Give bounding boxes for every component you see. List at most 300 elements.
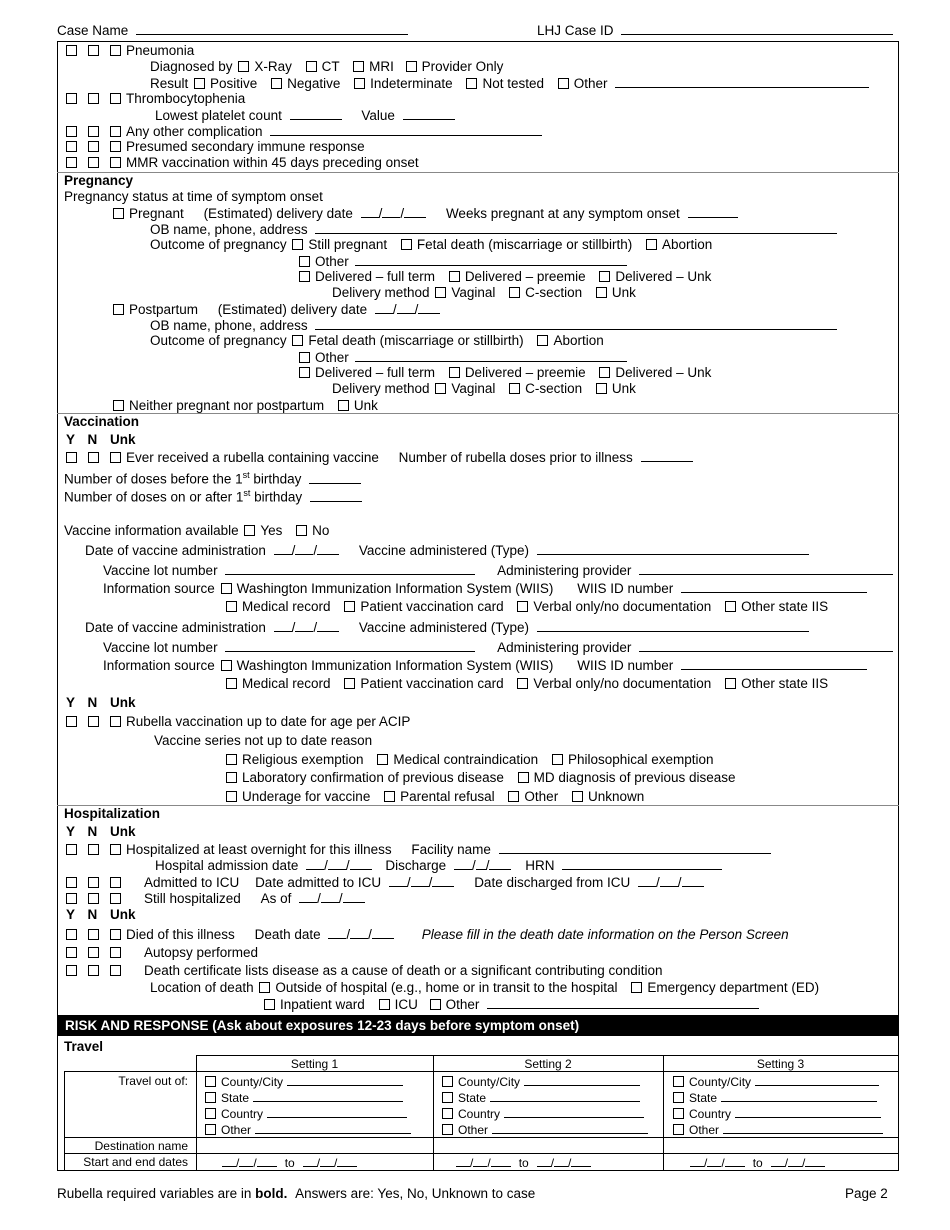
date-disc-icu-label: Date discharged from ICU [474,875,631,890]
s1-country-row [205,1105,407,1122]
vacc-card-label-2: Patient vaccination card [360,676,504,691]
pregnancy-status-label: Pregnancy status at time of symptom onset [64,189,323,204]
hosp-n-header: N [87,824,98,839]
discharge-label: Discharge [385,858,447,873]
s3-dates[interactable]: / / to / / [690,1154,825,1171]
s3-to: to [752,1156,763,1170]
other-comp-y-checkbox[interactable] [66,126,77,137]
date-disc-icu-field[interactable]: / / [638,875,704,890]
ob-field[interactable] [315,221,837,234]
pp-ob-field[interactable] [315,317,837,330]
wiis-id-field-2[interactable] [681,657,867,670]
other-iis-checkbox-2[interactable] [725,678,736,689]
mmr-unk-checkbox[interactable] [110,157,121,168]
philosophical-checkbox[interactable] [552,754,563,765]
pneumonia-n-checkbox[interactable] [88,45,99,56]
postpartum-row [113,301,440,318]
num-doses-field[interactable] [641,449,693,462]
loc-other-field[interactable] [487,996,759,1009]
ed-checkbox[interactable] [631,982,642,993]
s1-county-field[interactable] [287,1073,403,1086]
religious-label: Religious exemption [242,752,364,767]
type-field-1[interactable] [537,542,809,555]
method-unk-checkbox[interactable] [596,287,607,298]
s1-country-field[interactable] [267,1105,407,1118]
medical-record-label-1: Medical record [242,599,331,614]
ed-label: Emergency department (ED) [647,980,820,995]
st-sup: st [242,470,250,480]
s3-country-row [673,1105,881,1122]
s2-to: to [518,1156,529,1170]
any-other-field[interactable] [270,123,542,136]
s1-state-checkbox[interactable] [205,1092,216,1103]
full-term-checkbox[interactable] [299,271,310,282]
s3-other-label: Other [689,1123,720,1137]
outside-checkbox[interactable] [259,982,270,993]
autopsy-n-checkbox[interactable] [88,947,99,958]
philosophical-label: Philosophical exemption [567,752,714,767]
case-name-field[interactable] [136,22,408,35]
frame-right [898,41,899,1171]
preg-unk-label: Unk [353,398,378,413]
presumed-unk-checkbox[interactable] [110,141,121,152]
utd-unk-checkbox[interactable] [110,716,121,727]
outside-label: Outside of hospital (e.g., home or in transit to the hospital [275,980,618,995]
autopsy-y-checkbox[interactable] [66,947,77,958]
result-label: Result [150,76,189,91]
lhj-case-id-row [537,22,893,39]
any-other-label: Any other complication [126,124,263,139]
pregnant-checkbox[interactable] [113,208,124,219]
date-icu-field[interactable]: / / [389,875,455,890]
s1-country-checkbox[interactable] [205,1108,216,1119]
positive-checkbox[interactable] [194,78,205,89]
thrombo-y-checkbox[interactable] [66,93,77,104]
pp-method-unk-label: Unk [611,381,636,396]
s2-other-row [442,1121,648,1138]
travel-out-label: Travel out of: [118,1074,188,1088]
pp-delivered-unk-checkbox[interactable] [599,367,610,378]
wiis-checkbox-1[interactable] [221,583,232,594]
not-tested-checkbox[interactable] [466,78,477,89]
wiis-id-label-1: WIIS ID number [577,581,674,596]
ob-row-2 [150,317,837,334]
certificate-row [66,963,663,979]
md-diagnosis-checkbox[interactable] [518,772,529,783]
csection-checkbox[interactable] [509,287,520,298]
s3-other-row [673,1121,883,1138]
icu-label: Admitted to ICU [144,875,240,890]
s2-dates[interactable]: / / to / / [456,1154,591,1171]
s2-other-field[interactable] [492,1121,648,1134]
autopsy-unk-checkbox[interactable] [110,947,121,958]
info-available-row [64,523,329,539]
s2-state-checkbox[interactable] [442,1092,453,1103]
overnight-n-checkbox[interactable] [88,844,99,855]
s1-state-row [205,1089,403,1106]
wiis-checkbox-2[interactable] [221,660,232,671]
cert-unk-checkbox[interactable] [110,965,121,976]
pneumonia-label: Pneumonia [126,43,195,58]
s1-dates[interactable]: / / to / / [222,1154,357,1171]
pp-abortion-checkbox[interactable] [537,335,548,346]
info-source-row-1 [103,580,867,597]
lhj-case-id-label: LHJ Case ID [537,23,614,38]
delivered-row-1 [299,269,711,285]
table-col-1 [196,1055,197,1170]
preemie-checkbox[interactable] [449,271,460,282]
admission-label: Hospital admission date [155,858,299,873]
ever-received-row [66,449,693,466]
info-available-label: Vaccine information available [64,523,239,538]
result-other-field[interactable] [615,75,869,88]
vaginal-label: Vaginal [451,285,496,300]
s3-county-field[interactable] [755,1073,879,1086]
died-unk-checkbox[interactable] [110,929,121,940]
ct-checkbox[interactable] [306,61,317,72]
provider-field-1[interactable] [639,562,893,575]
utd-n-checkbox[interactable] [88,716,99,727]
loc-other-label: Other [445,997,480,1012]
reason-other-checkbox[interactable] [508,791,519,802]
pp-full-term-checkbox[interactable] [299,367,310,378]
negative-label: Negative [287,76,341,91]
value-field[interactable] [403,107,455,120]
pp-delivered-unk-label: Delivered – Unk [615,365,712,380]
s3-country-field[interactable] [735,1105,881,1118]
loc-other-checkbox[interactable] [430,999,441,1010]
hospitalization-title: Hospitalization [64,806,161,821]
provider-label-1: Administering provider [497,563,632,578]
info-source-label-1: Information source [103,581,215,596]
sources-row-1 [226,599,828,615]
other-iis-checkbox-1[interactable] [725,601,736,612]
md-diagnosis-label: MD diagnosis of previous disease [533,770,736,785]
n-header: N [87,432,98,447]
ever-y-checkbox[interactable] [66,452,77,463]
hosp-unk-header: Unk [110,824,136,839]
reason-unknown-checkbox[interactable] [572,791,583,802]
pp-fetal-death-checkbox[interactable] [292,335,303,346]
pp-vaginal-checkbox[interactable] [435,383,446,394]
postpartum-checkbox[interactable] [113,304,124,315]
icu-loc-label: ICU [394,997,418,1012]
icu-loc-checkbox[interactable] [379,999,390,1010]
death-date-field[interactable]: / / [328,927,394,942]
underage-checkbox[interactable] [226,791,237,802]
any-other-row [66,123,542,140]
thrombo-unk-checkbox[interactable] [110,93,121,104]
s1-county-checkbox[interactable] [205,1076,216,1087]
as-of-field[interactable]: / / [299,891,365,906]
icu-y-checkbox[interactable] [66,877,77,888]
s2-country-checkbox[interactable] [442,1108,453,1119]
lot-field-1[interactable] [225,562,475,575]
s3-other-checkbox[interactable] [673,1124,684,1135]
s2-state-label: State [458,1091,487,1105]
location-label: Location of death [150,980,254,995]
postpartum-label: Postpartum [129,302,199,317]
diagnosed-by-row [150,59,503,75]
fetal-death-checkbox[interactable] [401,239,412,250]
pp-other-field[interactable] [355,349,627,362]
medical-contra-checkbox[interactable] [377,754,388,765]
reasons-row-3 [226,789,644,805]
thrombo-n-checkbox[interactable] [88,93,99,104]
vacc-card-checkbox-1[interactable] [344,601,355,612]
info-yes-checkbox[interactable] [244,525,255,536]
vacc-ynu-header-2 [66,695,136,711]
travel-title: Travel [64,1039,104,1054]
overnight-unk-checkbox[interactable] [110,844,121,855]
icu-row [66,874,704,891]
vaginal-checkbox[interactable] [435,287,446,298]
indeterminate-checkbox[interactable] [354,78,365,89]
outcome-other-label: Other [315,254,349,269]
method-unk-label: Unk [611,285,636,300]
s2-county-row [442,1073,640,1090]
verbal-checkbox-2[interactable] [517,678,528,689]
result-other-label: Other [573,76,608,91]
still-n-checkbox[interactable] [88,893,99,904]
medical-record-checkbox-1[interactable] [226,601,237,612]
s3-county-checkbox[interactable] [673,1076,684,1087]
divider-vaccination [57,413,899,414]
medical-record-checkbox-2[interactable] [226,678,237,689]
pp-other-label: Other [315,350,349,365]
autopsy-row [66,945,258,961]
ever-unk-checkbox[interactable] [110,452,121,463]
pneumonia-unk-checkbox[interactable] [110,45,121,56]
case-name-row [57,22,408,39]
presumed-n-checkbox[interactable] [88,141,99,152]
still-y-checkbox[interactable] [66,893,77,904]
hosp-ynu-header-2 [66,907,136,923]
fetal-death-label: Fetal death (miscarriage or stillbirth) [416,237,633,252]
icu-n-checkbox[interactable] [88,877,99,888]
reasons-row-1 [226,752,714,768]
death-date-label: Death date [254,927,321,942]
mri-label: MRI [369,59,394,74]
doses-after-row [64,485,362,506]
s3-other-field[interactable] [723,1121,883,1134]
unk-header-2: Unk [110,695,136,710]
outcome-other-row-1 [299,253,627,270]
frame-top [57,41,899,42]
ob-row-1 [150,221,837,238]
presumed-y-checkbox[interactable] [66,141,77,152]
s2-county-checkbox[interactable] [442,1076,453,1087]
setting-2-header: Setting 2 [524,1057,572,1071]
utd-y-checkbox[interactable] [66,716,77,727]
medical-record-label-2: Medical record [242,676,331,691]
xray-checkbox[interactable] [238,61,249,72]
facility-label: Facility name [411,842,491,857]
ever-n-checkbox[interactable] [88,452,99,463]
date-admin-field-2[interactable]: / / [274,620,340,635]
s3-country-label: Country [689,1107,732,1121]
date-icu-label: Date admitted to ICU [255,875,382,890]
s2-state-field[interactable] [490,1089,640,1102]
delivery-date-field[interactable]: / / [361,206,427,221]
platelet-field[interactable] [290,107,342,120]
info-no-checkbox[interactable] [296,525,307,536]
setting-3-header: Setting 3 [756,1057,805,1071]
provider-only-checkbox[interactable] [406,61,417,72]
n-header-2: N [87,695,98,710]
outcome-other-field[interactable] [355,253,627,266]
info-source-label-2: Information source [103,658,215,673]
type-label-2: Vaccine administered (Type) [358,620,529,635]
underage-label: Underage for vaccine [242,789,371,804]
died-y-checkbox[interactable] [66,929,77,940]
mmr-y-checkbox[interactable] [66,157,77,168]
died-n-checkbox[interactable] [88,929,99,940]
verbal-label-1: Verbal only/no documentation [533,599,712,614]
outcome-row-1 [150,237,712,253]
neither-checkbox[interactable] [113,400,124,411]
date-admin-label-1: Date of vaccine administration [85,543,266,558]
as-of-label: As of [260,891,292,906]
pp-preemie-label: Delivered – preemie [464,365,586,380]
provider-label-2: Administering provider [497,640,632,655]
result-other-checkbox[interactable] [558,78,569,89]
wiis-id-field-1[interactable] [681,580,867,593]
pp-delivery-date-label: (Estimated) delivery date [217,302,368,317]
presumed-label: Presumed secondary immune response [126,139,365,154]
pp-fetal-death-label: Fetal death (miscarriage or stillbirth) [308,333,524,348]
pregnancy-title: Pregnancy [64,173,134,188]
date-admin-field-1[interactable]: / / [274,543,340,558]
vacc-card-label-1: Patient vaccination card [360,599,504,614]
footer-note [57,1186,535,1202]
preg-unk-checkbox[interactable] [338,400,349,411]
s3-state-label: State [689,1091,718,1105]
s3-country-checkbox[interactable] [673,1108,684,1119]
other-comp-unk-checkbox[interactable] [110,126,121,137]
pp-preemie-checkbox[interactable] [449,367,460,378]
death-n-header: N [87,907,98,922]
ob-label: OB name, phone, address [150,222,308,237]
up-to-date-label: Rubella vaccination up to date for age per ACIP [126,714,411,729]
reasons-row-2 [226,770,736,786]
facility-field[interactable] [499,841,771,854]
pp-full-term-label: Delivered – full term [315,365,436,380]
s1-other-field[interactable] [255,1121,411,1134]
mmr-n-checkbox[interactable] [88,157,99,168]
still-unk-checkbox[interactable] [110,893,121,904]
vacc-card-checkbox-2[interactable] [344,678,355,689]
location-row [150,980,819,996]
other-iis-label-1: Other state IIS [741,599,829,614]
cert-n-checkbox[interactable] [88,965,99,976]
provider-field-2[interactable] [639,639,893,652]
s3-state-field[interactable] [721,1089,877,1102]
s2-country-field[interactable] [504,1105,644,1118]
hrn-field[interactable] [562,857,722,870]
num-doses-label: Number of rubella doses prior to illness [398,450,633,465]
lab-confirm-checkbox[interactable] [226,772,237,783]
religious-checkbox[interactable] [226,754,237,765]
s3-state-checkbox[interactable] [673,1092,684,1103]
doses-before-field[interactable] [309,471,361,484]
mri-checkbox[interactable] [353,61,364,72]
s1-state-label: State [221,1091,250,1105]
birthday-label-2: birthday [254,489,303,505]
type-field-2[interactable] [537,619,809,632]
still-label: Still hospitalized [144,891,241,906]
unk-header: Unk [110,432,136,447]
frame-left [57,41,58,1171]
s1-state-field[interactable] [253,1089,403,1102]
delivered-unk-checkbox[interactable] [599,271,610,282]
s2-county-field[interactable] [524,1073,640,1086]
still-pregnant-checkbox[interactable] [292,239,303,250]
pp-csection-checkbox[interactable] [509,383,520,394]
lhj-case-id-field[interactable] [621,22,893,35]
pp-vaginal-label: Vaginal [451,381,496,396]
parental-refusal-checkbox[interactable] [384,791,395,802]
s1-other-checkbox[interactable] [205,1124,216,1135]
s2-country-label: Country [458,1107,501,1121]
outcome-label: Outcome of pregnancy [150,237,287,252]
doses-after-field[interactable] [310,489,362,502]
lot-row-2 [103,639,893,656]
pneumonia-y-checkbox[interactable] [66,45,77,56]
overnight-row [66,841,771,858]
icu-unk-checkbox[interactable] [110,877,121,888]
s2-other-checkbox[interactable] [442,1124,453,1135]
pp-other-checkbox[interactable] [299,352,310,363]
info-no-label: No [312,523,330,538]
weeks-field[interactable] [688,205,738,218]
s1-county-row [205,1073,403,1090]
inpatient-checkbox[interactable] [264,999,275,1010]
verbal-label-2: Verbal only/no documentation [533,676,712,691]
positive-label: Positive [210,76,258,91]
thrombocytophenia-row [66,91,245,107]
abortion-label: Abortion [662,237,713,252]
outcome-other-checkbox[interactable] [299,256,310,267]
info-source-row-2 [103,657,867,674]
risk-banner [57,1015,899,1036]
ct-label: CT [321,59,340,74]
pp-delivery-date-field[interactable]: / / [375,302,441,317]
s1-country-label: Country [221,1107,264,1121]
lot-field-2[interactable] [225,639,475,652]
delivery-method-row-1 [332,285,636,301]
died-row [66,926,789,943]
other-comp-n-checkbox[interactable] [88,126,99,137]
abortion-checkbox[interactable] [646,239,657,250]
hosp-ynu-header [66,824,136,840]
pp-ob-label: OB name, phone, address [150,318,308,333]
discharge-date-field[interactable]: / / [454,858,512,873]
admission-date-field[interactable]: / / [306,858,372,873]
reason-other-label: Other [524,789,559,804]
xray-label: X-Ray [254,59,292,74]
verbal-checkbox-1[interactable] [517,601,528,612]
pp-method-unk-checkbox[interactable] [596,383,607,394]
provider-only-label: Provider Only [421,59,504,74]
overnight-y-checkbox[interactable] [66,844,77,855]
s3-county-label: County/City [689,1075,752,1089]
cert-y-checkbox[interactable] [66,965,77,976]
died-label: Died of this illness [126,927,235,942]
pregnant-row [113,205,738,222]
negative-checkbox[interactable] [271,78,282,89]
s2-other-label: Other [458,1123,489,1137]
